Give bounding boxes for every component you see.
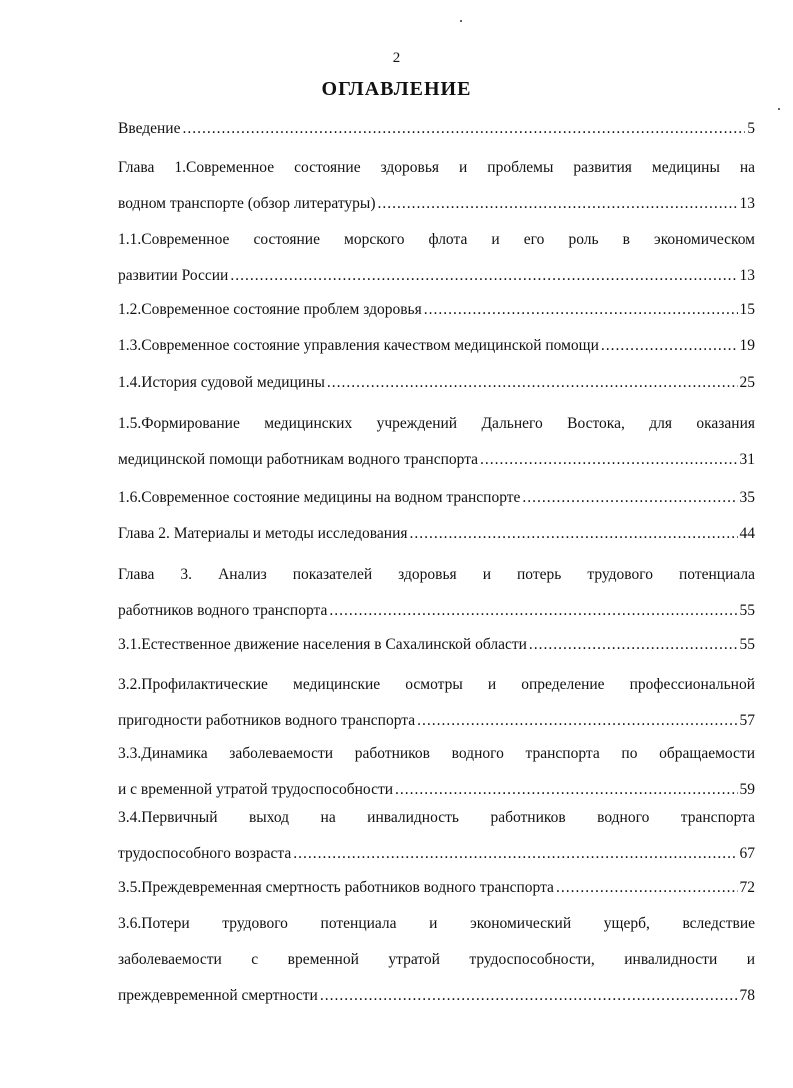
toc-entry-last-line [118, 480, 755, 516]
toc-entry [118, 800, 755, 872]
toc-entry-label: пригодности работников водного транспорта [118, 712, 416, 729]
toc-entry-label: 1.4.История судовой медицины [118, 374, 325, 391]
toc-entry-page: 55 [739, 602, 755, 619]
toc-entry-last-line [118, 593, 755, 629]
toc-entry-line: заболеваемости с временной утратой трудоспособности, инвалидности и [118, 951, 755, 968]
toc-entry-page: 13 [739, 267, 755, 284]
dot-leader [377, 186, 737, 222]
toc-entry-label: 3.1.Естественное движение населения в Сахалинской области [118, 636, 527, 653]
toc-entry-last-line [118, 442, 755, 478]
toc-entry-last-line [118, 836, 755, 872]
dot-leader [601, 328, 738, 364]
toc-entry-last-line [118, 111, 755, 147]
toc-entry-page: 15 [739, 301, 755, 318]
toc-entry-last-line [118, 870, 755, 906]
toc-entry-label: Введение [118, 120, 181, 137]
toc-entry-label: и с временной утратой трудоспособности [118, 781, 394, 798]
toc-entry-label: Глава 2. Материалы и методы исследования [118, 525, 408, 542]
toc-entry-last-line [118, 365, 755, 401]
dot-leader [230, 258, 737, 294]
dot-leader [327, 365, 738, 401]
dot-leader [529, 627, 738, 663]
toc-entry [118, 627, 755, 663]
toc-entry-last-line [118, 328, 755, 364]
toc-entry-line: Глава 1.Современное состояние здоровья и проблемы развития медицины на [118, 159, 755, 176]
page-title: ОГЛАВЛЕНИЕ [321, 78, 472, 100]
toc-entry-page: 72 [739, 879, 755, 896]
toc-entry-line: 3.6.Потери трудового потенциала и экономический ущерб, вследствие [118, 915, 755, 932]
toc-entry-label: 3.5.Преждевременная смертность работников водного транспорта [118, 879, 554, 896]
toc-entry [118, 111, 755, 147]
toc-entry-label: 1.2.Современное состояние проблем здоровья [118, 301, 422, 318]
toc-entry-last-line [118, 292, 755, 328]
toc-entry [118, 736, 755, 808]
toc-entry-label: трудоспособного возраста [118, 845, 292, 862]
toc-entry-last-line [118, 258, 755, 294]
toc-entry-line: 3.3.Динамика заболеваемости работников водного транспорта по обращаемости [118, 745, 755, 762]
toc-entry-line: 1.1.Современное состояние морского флота и его роль в экономическом [118, 231, 755, 248]
dot-leader [556, 870, 738, 906]
scan-speck [778, 108, 780, 110]
toc-entry-page: 67 [739, 845, 755, 862]
dot-leader [480, 442, 737, 478]
toc-entry-page: 25 [739, 374, 755, 391]
toc-entry-last-line [118, 703, 755, 739]
toc-entry-page: 31 [739, 451, 755, 468]
toc-entry-label: 1.3.Современное состояние управления качеством медицинской помощи [118, 337, 599, 354]
toc-entry [118, 906, 755, 1014]
toc-entry-page: 57 [739, 712, 755, 729]
dot-leader [424, 292, 738, 328]
toc-entry-page: 44 [739, 525, 755, 542]
toc-entry [118, 516, 755, 552]
toc-entry [118, 328, 755, 364]
toc-entry-page: 35 [739, 489, 755, 506]
dot-leader [293, 836, 737, 872]
toc-entry [118, 557, 755, 629]
toc-entry-page: 19 [739, 337, 755, 354]
page-number: 2 [392, 50, 401, 66]
toc-entry-line: 3.4.Первичный выход на инвалидность работников водного транспорта [118, 809, 755, 826]
toc-entry-last-line [118, 978, 755, 1014]
toc-entry-last-line [118, 516, 755, 552]
toc-entry-line: Глава 3. Анализ показателей здоровья и потерь трудового потенциала [118, 566, 755, 583]
toc-entry [118, 222, 755, 294]
scan-speck [460, 20, 462, 22]
dot-leader [320, 978, 738, 1014]
toc-entry-line: 3.2.Профилактические медицинские осмотры и определение профессиональной [118, 676, 755, 693]
dot-leader [329, 593, 737, 629]
toc-entry-label: преждевременной смертности [118, 987, 318, 1004]
toc-entry-last-line [118, 627, 755, 663]
toc-entry [118, 480, 755, 516]
dot-leader [522, 480, 737, 516]
toc-entry-label: развитии России [118, 267, 229, 284]
toc-entry-label: водном транспорте (обзор литературы) [118, 195, 376, 212]
toc-entry-page: 5 [747, 120, 755, 137]
toc-entry [118, 406, 755, 478]
toc-entry [118, 292, 755, 328]
toc-entry [118, 150, 755, 222]
toc-entry-line: 1.5.Формирование медицинских учреждений Дальнего Востока, для оказания [118, 415, 755, 432]
toc-entry-page: 59 [739, 781, 755, 798]
toc-entry-page: 55 [739, 636, 755, 653]
toc-entry-page: 13 [739, 195, 755, 212]
toc-entry [118, 870, 755, 906]
dot-leader [182, 111, 745, 147]
toc-entry-label: медицинской помощи работникам водного транспорта [118, 451, 479, 468]
toc-entry-label: 1.6.Современное состояние медицины на водном транспорте [118, 489, 521, 506]
toc-entry-label: работников водного транспорта [118, 602, 328, 619]
dot-leader [417, 703, 737, 739]
toc-entry-page: 78 [739, 987, 755, 1004]
toc-entry [118, 667, 755, 739]
toc-entry-last-line [118, 186, 755, 222]
toc-entry [118, 365, 755, 401]
dot-leader [410, 516, 738, 552]
